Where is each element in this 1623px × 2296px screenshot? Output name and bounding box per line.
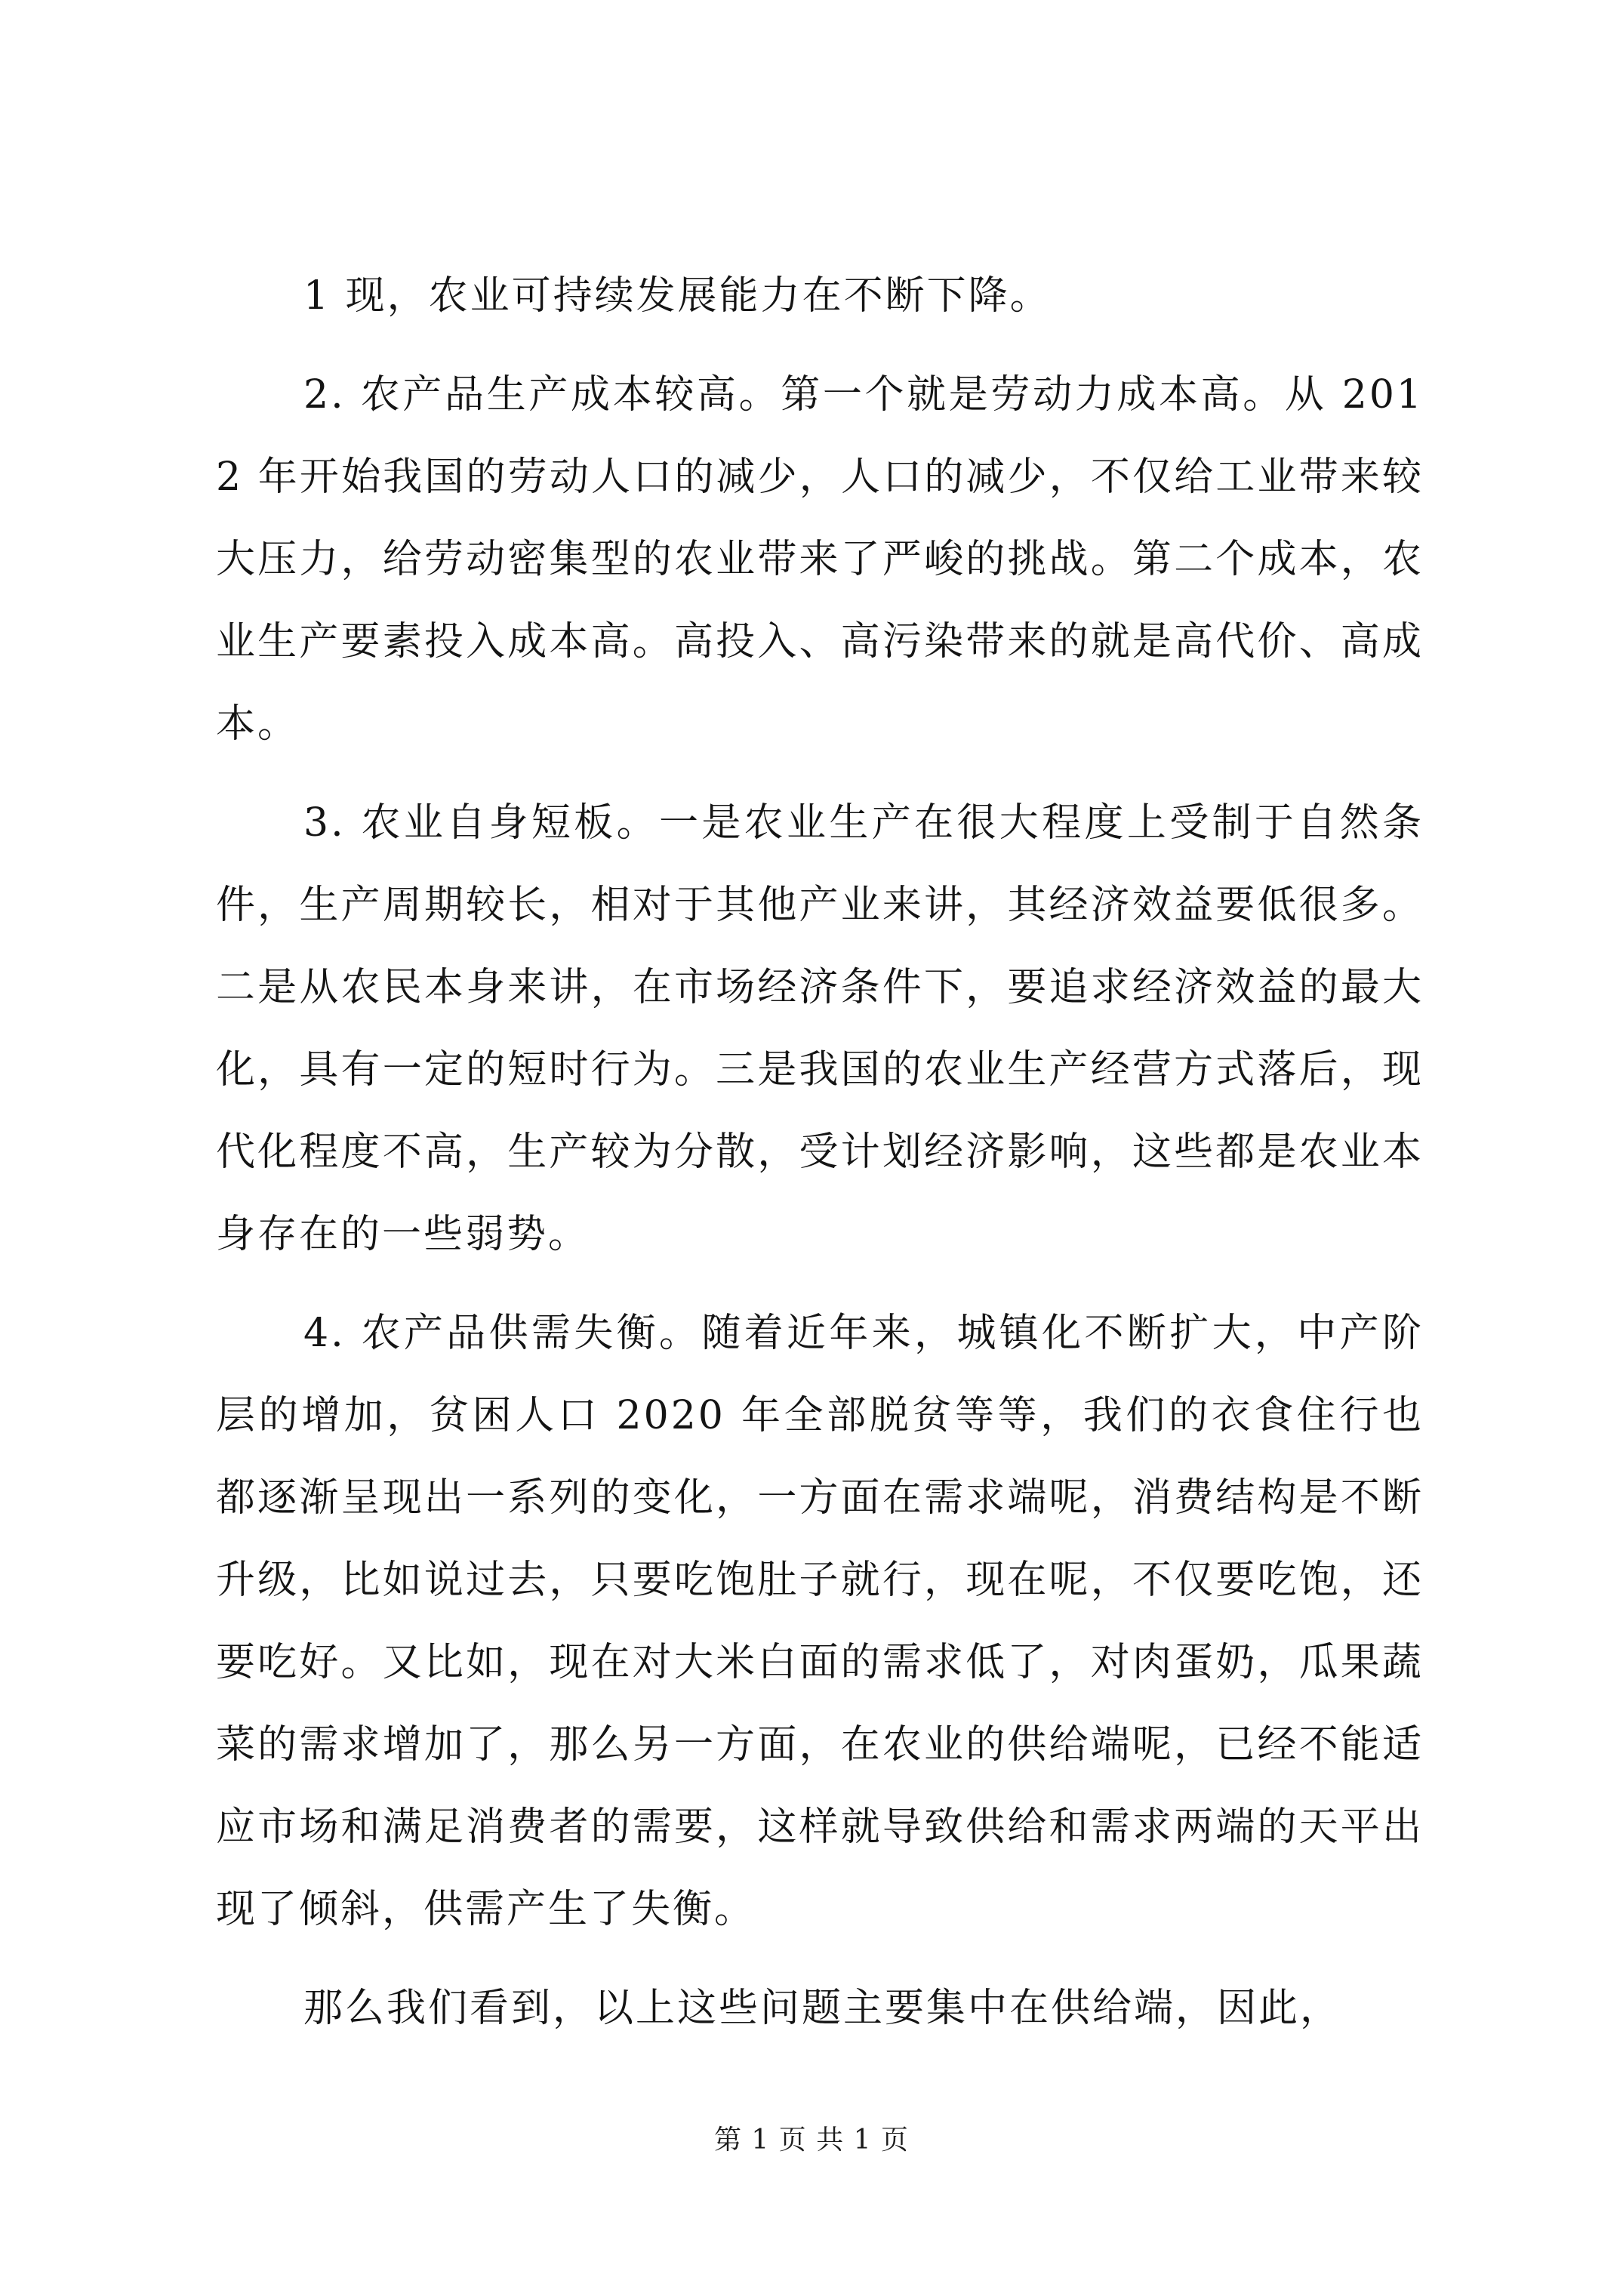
paragraph-2: 2. 农产品生产成本较高。第一个就是劳动力成本高。从 2012 年开始我国的劳动人口的减少，人口的减少，不仅给工业带来较大压力，给劳动密集型的农业带来了严峻的挑战。第二个成本，农业生产要素投入成本高。高投入、高污染带来的就是高代价、高成本。: [216, 372, 1424, 747]
document-body: [216, 255, 1424, 2066]
page-footer: 第 1 页 共 1 页: [713, 2125, 910, 2156]
paragraph-1: 1 现，农业可持续发展能力在不断下降。: [303, 273, 1052, 319]
paragraph-3: 3. 农业自身短板。一是农业生产在很大程度上受制于自然条件，生产周期较长，相对于其他产业来讲，其经济效益要低很多。二是从农民本身来讲，在市场经济条件下，要追求经济效益的最大化，具有一定的短时行为。三是我国的农业生产经营方式落后，现代化程度不高，生产较为分散，受计划经济影响，这些都是农业本身存在的一些弱势。: [216, 800, 1424, 1257]
paragraph-5: 那么我们看到，以上这些问题主要集中在供给端，因此，: [303, 1986, 1342, 2031]
paragraph-4: 4. 农产品供需失衡。随着近年来，城镇化不断扩大，中产阶层的增加，贫困人口 2020 年全部脱贫等等，我们的衣食住行也都逐渐呈现出一系列的变化，一方面在需求端呢，消费结构是不断升级，比如说过去，只要吃饱肚子就行，现在呢，不仅要吃饱，还要吃好。又比如，现在对大米白面的需求低了，对肉蛋奶，瓜果蔬菜的需求增加了，那么另一方面，在农业的供给端呢，已经不能适应市场和满足消费者的需要，这样就导致供给和需求两端的天平出现了倾斜，供需产生了失衡。: [216, 1311, 1424, 1932]
